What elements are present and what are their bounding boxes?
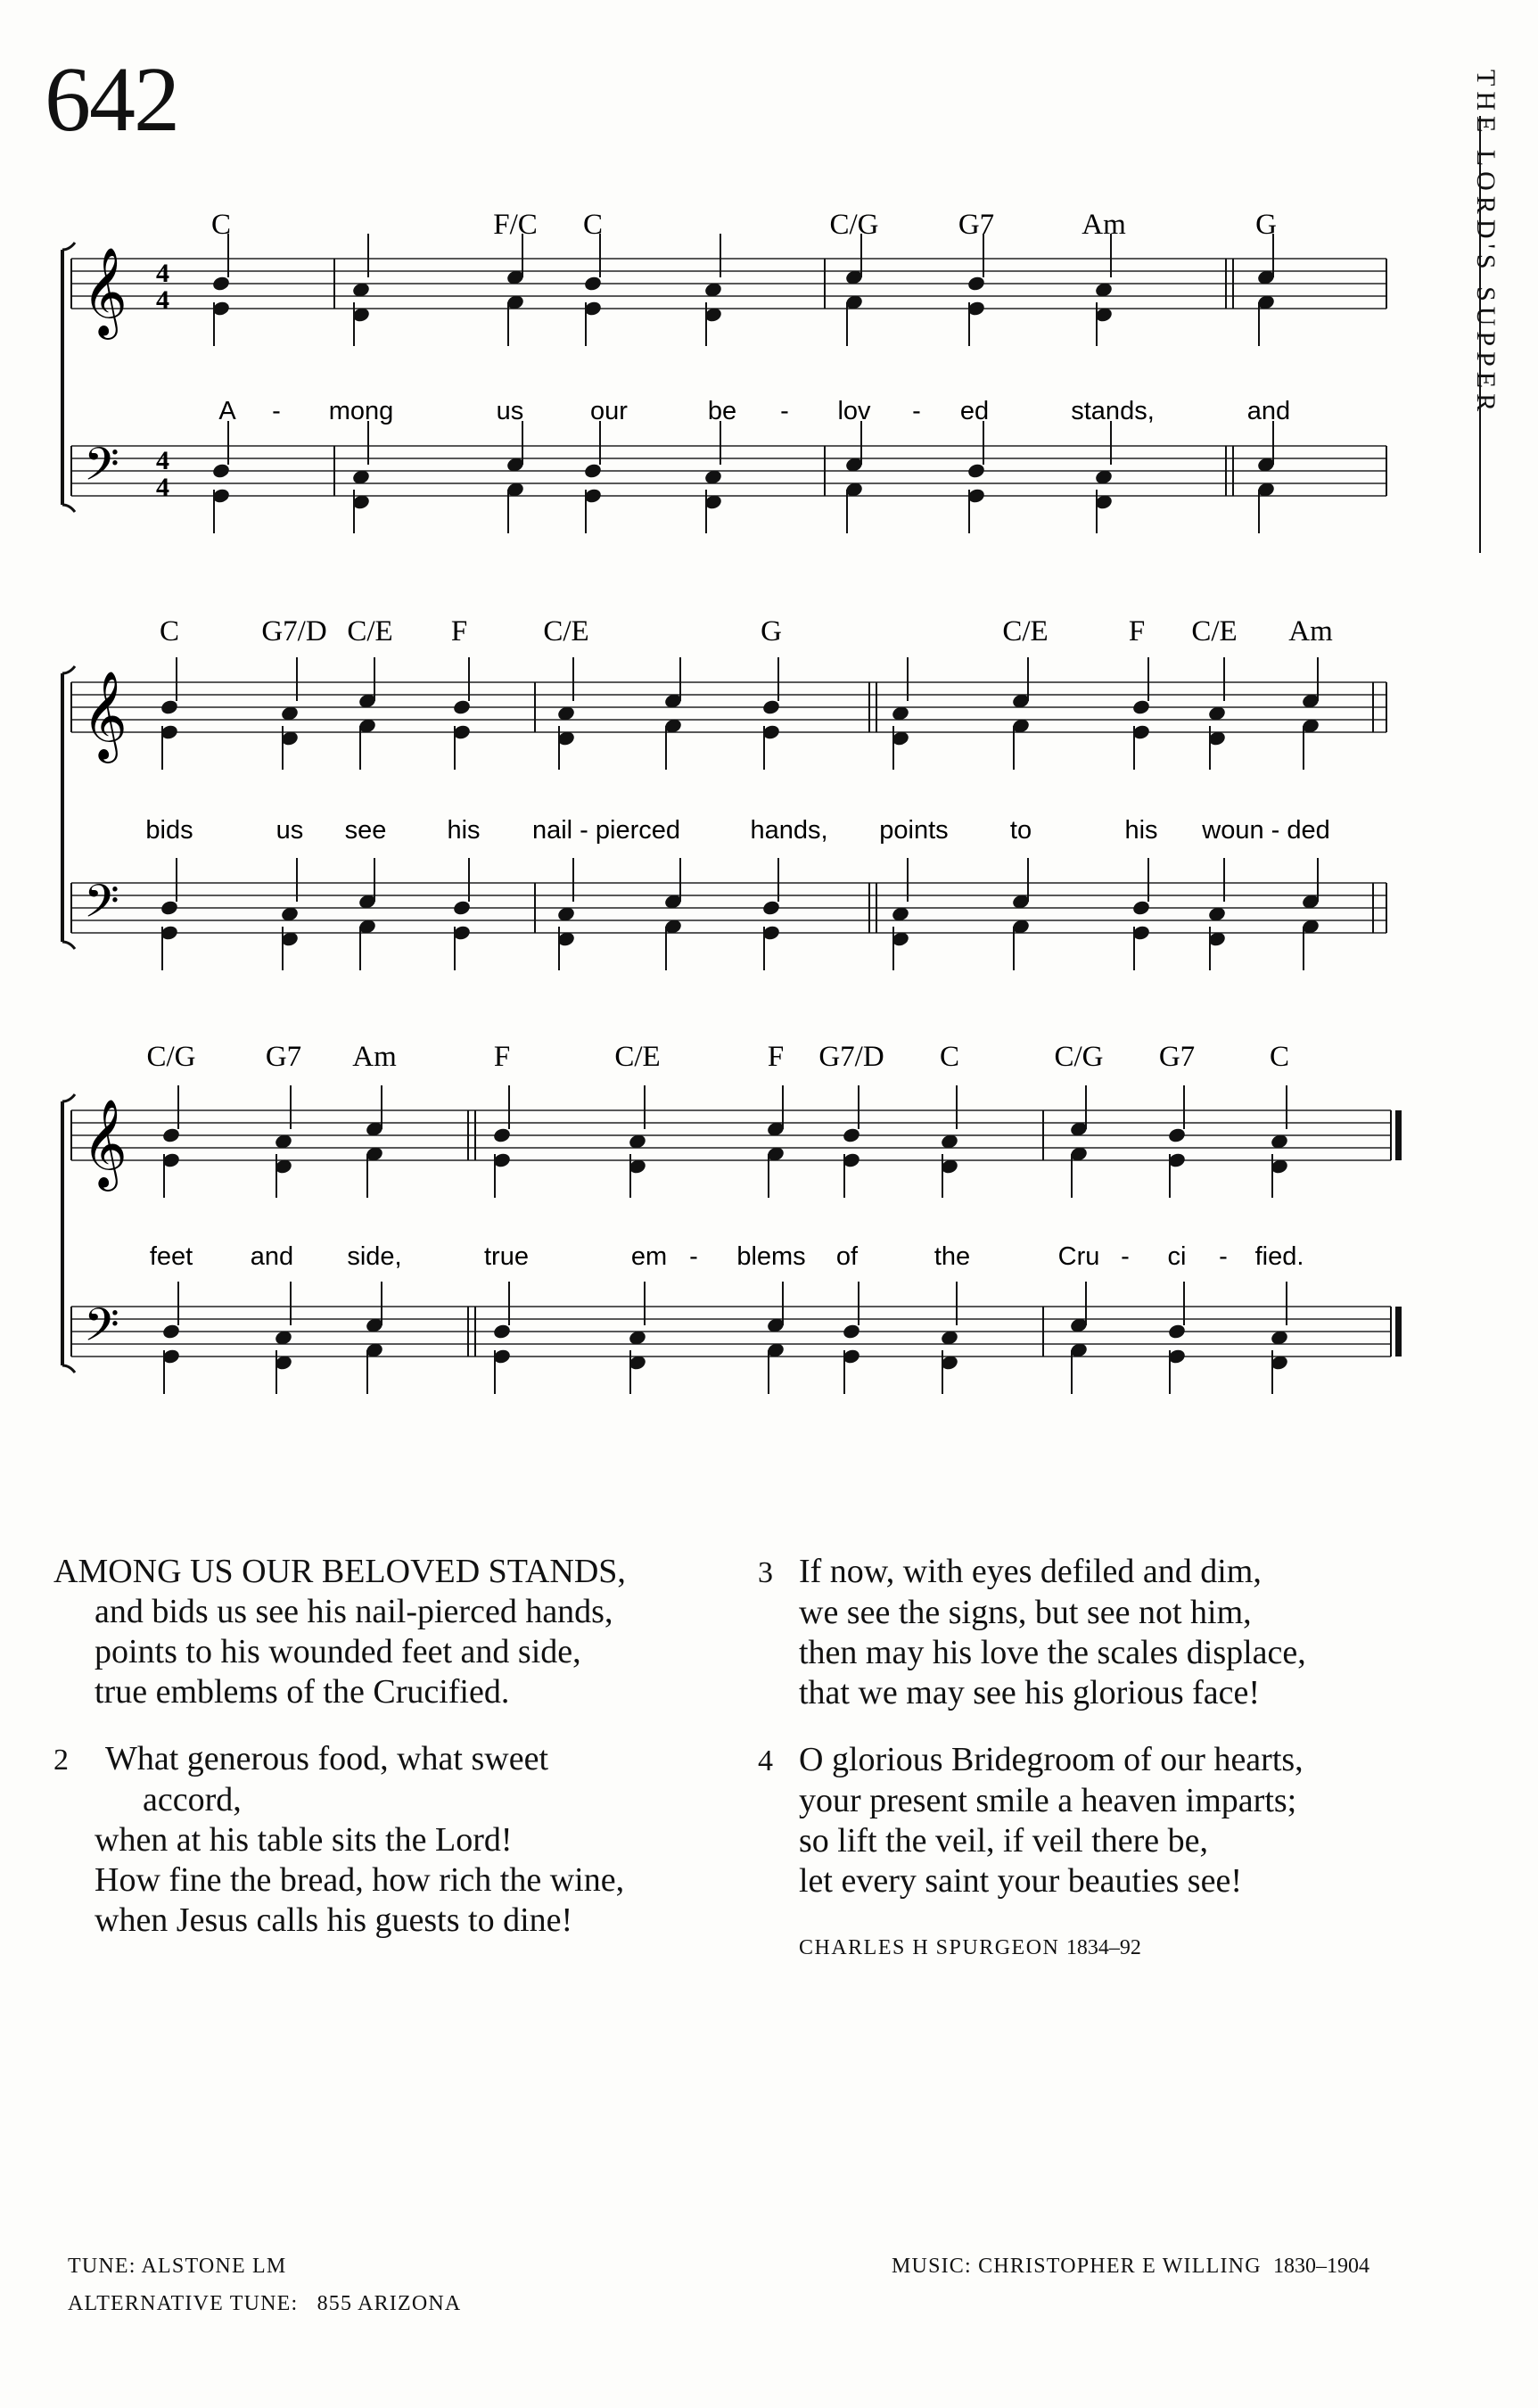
- music-credit-years: 1830–1904: [1272, 2255, 1369, 2278]
- lyric-syllable: feet: [149, 1242, 193, 1271]
- verse-1: [53, 1552, 731, 1712]
- verse-4-line-4: let every saint your beauties see!: [799, 1862, 1242, 1900]
- lyric-syllable: points: [879, 816, 949, 845]
- lyric-syllable: blems: [736, 1242, 806, 1271]
- verse-1-line-2: and bids us see his nail-pierced hands,: [95, 1593, 613, 1630]
- note-head: [1131, 698, 1151, 715]
- lyric-syllable: -: [689, 1242, 698, 1271]
- author-credit: [758, 1928, 1435, 1968]
- lyric-syllable: and: [250, 1242, 294, 1271]
- system-bracket-ends: [62, 666, 75, 949]
- chord-symbol: C/G: [1054, 1041, 1104, 1073]
- time-signature-bottom: 4: [156, 285, 169, 315]
- lyric-syllable: be: [707, 397, 737, 425]
- note-head: [761, 899, 781, 916]
- chord-symbol: C: [582, 209, 604, 241]
- lyric-syllable: -: [272, 397, 281, 425]
- lyric-syllable: the: [933, 1242, 971, 1271]
- bass-clef-icon: 𝄢: [84, 1298, 119, 1363]
- note-head: [492, 1323, 512, 1340]
- chord-symbol: F/C: [493, 209, 538, 241]
- chord-symbol: G7: [265, 1041, 302, 1073]
- verse-2: [53, 1739, 731, 1941]
- chord-symbol: G7: [958, 209, 995, 241]
- note-head: [161, 1126, 181, 1143]
- verse-4-line-1: O glorious Bridegroom of our hearts,: [799, 1741, 1304, 1778]
- hymn-number: 642: [45, 48, 178, 151]
- note-head: [966, 462, 986, 479]
- lyric-syllable: to: [1009, 816, 1032, 845]
- verse-3-line-4: that we may see his glorious face!: [799, 1674, 1261, 1711]
- chord-symbol: C/E: [614, 1041, 661, 1073]
- note-head: [211, 462, 231, 479]
- treble-clef-icon: 𝄞: [82, 1099, 127, 1188]
- chord-symbol: G7: [1158, 1041, 1196, 1073]
- chord-symbol: G: [1255, 209, 1277, 241]
- chord-symbol: C/G: [146, 1041, 196, 1073]
- note-head: [842, 1126, 861, 1143]
- chord-symbol: F: [767, 1041, 785, 1073]
- alternative-tune-label: ALTERNATIVE TUNE:: [68, 2292, 299, 2315]
- verse-4-line-2: your present smile a heaven imparts;: [799, 1782, 1297, 1819]
- final-bar-line: [1395, 1307, 1402, 1357]
- lyric-syllable: -: [912, 397, 921, 425]
- chord-symbol: C: [939, 1041, 960, 1073]
- note-head: [1167, 1323, 1187, 1340]
- lyric-syllable: nail - pierced: [531, 816, 681, 845]
- note-head: [1131, 899, 1151, 916]
- chord-symbol: C: [210, 209, 232, 241]
- verse-4-number: 4: [758, 1744, 773, 1777]
- chord-symbol: G7/D: [818, 1041, 884, 1073]
- time-signature-top: 4: [156, 446, 169, 475]
- author-years: 1834–92: [1065, 1936, 1141, 1959]
- bass-clef-icon: 𝄢: [84, 874, 119, 939]
- lyric-syllable: woun - ded: [1202, 816, 1330, 845]
- lyric-syllable: ed: [959, 397, 990, 425]
- music-system-1: [62, 209, 1386, 533]
- lyric-syllable: fied.: [1254, 1242, 1304, 1271]
- chord-symbol: Am: [1082, 209, 1126, 241]
- lyric-syllable: A: [218, 397, 236, 425]
- verse-1-line-3: points to his wounded feet and side,: [95, 1633, 581, 1670]
- time-signature-bottom: 4: [156, 473, 169, 502]
- note-head: [583, 462, 603, 479]
- chord-symbol: C/E: [347, 615, 393, 647]
- tune-name: TUNE: ALSTONE LM: [68, 2255, 287, 2278]
- chord-symbol: Am: [352, 1041, 397, 1073]
- verses-column-right: [758, 1552, 1435, 1968]
- verse-4-line-3: so lift the veil, if veil there be,: [799, 1822, 1209, 1860]
- note-head: [761, 698, 781, 715]
- lyric-syllable: -: [1121, 1242, 1130, 1271]
- lyric-syllable: bids: [145, 816, 193, 845]
- chord-symbol: G7/D: [261, 615, 327, 647]
- lyric-syllable: side,: [347, 1242, 402, 1271]
- note-head: [452, 899, 472, 916]
- verse-1-line-1: AMONG US OUR BELOVED STANDS,: [53, 1553, 626, 1590]
- chord-symbol: C/E: [543, 615, 589, 647]
- verse-3-line-2: we see the signs, but see not him,: [799, 1594, 1252, 1631]
- final-bar-line: [1395, 1110, 1402, 1160]
- verse-2-number: 2: [53, 1744, 69, 1777]
- verse-2-line-2: when at his table sits the Lord!: [95, 1821, 513, 1859]
- lyric-syllable: of: [835, 1242, 859, 1271]
- note-head: [211, 275, 231, 292]
- chord-symbol: Am: [1288, 615, 1333, 647]
- chord-symbol: F: [450, 615, 468, 647]
- chord-symbol: F: [1128, 615, 1146, 647]
- chord-symbol: C: [1269, 1041, 1290, 1073]
- lyric-syllable: -: [780, 397, 789, 425]
- note-head: [583, 275, 603, 292]
- note-head: [452, 698, 472, 715]
- music-system-2: [62, 615, 1386, 970]
- music-credit-label: MUSIC: CHRISTOPHER E WILLING: [892, 2255, 1262, 2278]
- lyric-syllable: and: [1246, 397, 1291, 425]
- note-head: [160, 899, 179, 916]
- time-signature-top: 4: [156, 259, 169, 288]
- verse-3-line-1: If now, with eyes defiled and dim,: [799, 1553, 1262, 1590]
- verse-3-line-3: then may his love the scales displace,: [799, 1634, 1306, 1671]
- bass-clef-icon: 𝄢: [84, 437, 119, 502]
- lyric-syllable: his: [1124, 816, 1158, 845]
- treble-clef-icon: 𝄞: [82, 671, 127, 760]
- chord-symbol: C/E: [1191, 615, 1238, 647]
- note-head: [1167, 1126, 1187, 1143]
- note-head: [842, 1323, 861, 1340]
- chord-symbol: G: [761, 615, 782, 647]
- chord-symbol: C/E: [1002, 615, 1049, 647]
- note-head: [492, 1126, 512, 1143]
- lyric-syllable: us: [496, 397, 524, 425]
- verse-2-line-3: How fine the bread, how rich the wine,: [95, 1861, 625, 1899]
- lyric-syllable: em: [630, 1242, 668, 1271]
- lyric-syllable: stands,: [1071, 397, 1155, 425]
- note-head: [160, 698, 179, 715]
- lyric-syllable: see: [344, 816, 387, 845]
- lyric-syllable: ci: [1167, 1242, 1187, 1271]
- note-head: [161, 1323, 181, 1340]
- verse-3-number: 3: [758, 1556, 773, 1589]
- lyric-syllable: us: [276, 816, 304, 845]
- lyric-syllable: lov: [837, 397, 871, 425]
- music-system-3: [62, 1041, 1402, 1394]
- chord-symbol: C/G: [829, 209, 879, 241]
- lyric-syllable: true: [484, 1242, 529, 1271]
- lyric-syllable: our: [590, 397, 628, 425]
- lyric-syllable: -: [1219, 1242, 1228, 1271]
- music-credit: [892, 2255, 1369, 2279]
- note-head: [966, 275, 986, 292]
- alternative-tune-value: 855 ARIZONA: [317, 2292, 462, 2315]
- verse-2-line-1: What generous food, what sweet: [105, 1740, 549, 1777]
- verses-column-left: [53, 1552, 731, 1967]
- verse-3: [758, 1552, 1435, 1713]
- alternative-tune: [68, 2292, 461, 2316]
- lyric-syllable: mong: [328, 397, 394, 425]
- author-name: CHARLES H SPURGEON: [799, 1936, 1060, 1959]
- chord-symbol: F: [493, 1041, 511, 1073]
- verse-2-line-4: when Jesus calls his guests to dine!: [95, 1901, 573, 1939]
- lyric-syllable: hands,: [750, 816, 828, 845]
- verse-2-line-1-cont: accord,: [143, 1781, 242, 1818]
- chord-symbol: C: [159, 615, 180, 647]
- lyric-syllable: his: [447, 816, 481, 845]
- verse-1-line-4: true emblems of the Crucified.: [95, 1673, 510, 1711]
- verse-4: [758, 1740, 1435, 1901]
- treble-clef-icon: 𝄞: [82, 247, 127, 336]
- section-title-text: THE LORD'S SUPPER: [1471, 70, 1501, 417]
- lyric-syllable: Cru: [1057, 1242, 1100, 1271]
